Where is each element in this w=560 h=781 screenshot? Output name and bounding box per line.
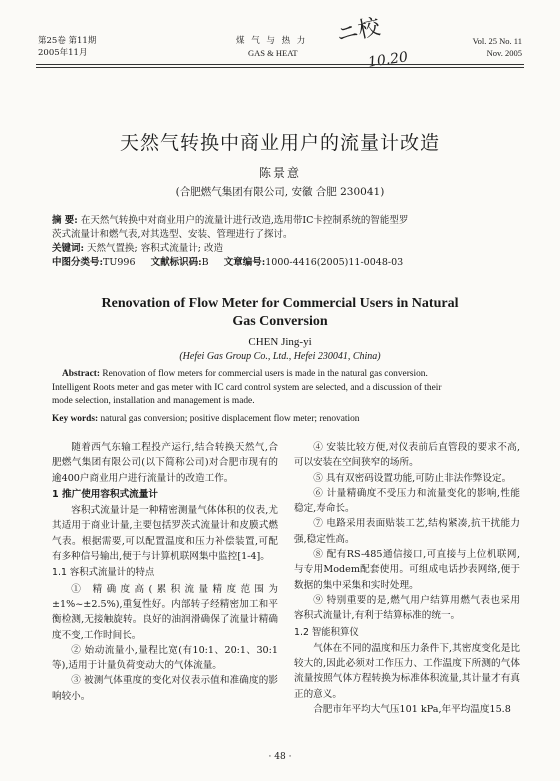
section-heading: 1.1 容积式流量计的特点: [52, 567, 155, 579]
abstract-cn-line1: 在天然气转换中对商业用户的流量计进行改造,选用带IC卡控制系统的智能型罗: [80, 215, 409, 226]
body-column-right: [294, 440, 520, 717]
journal-volume-issue: 第25卷 第11期: [38, 36, 97, 46]
body-paragraph: ⑧ 配有RS-485通信接口,可直接与上位机联网,与专用Modem配套使用。可组成电话抄表网络,便于数据的集中采集和实时处理。: [294, 549, 520, 591]
article-title-en-line1: Renovation of Flow Meter for Commercial Users in Natural: [101, 296, 459, 311]
abstract-cn: [52, 214, 512, 270]
abstract-en-line3: mode selection, installation and management is made.: [52, 396, 255, 406]
article-title-cn: 天然气转换中商业用户的流量计改造: [119, 132, 440, 154]
section-heading: 1.2 智能积算仪: [294, 626, 359, 638]
body-paragraph: 气体在不同的温度和压力条件下,其密度变化是比较大的,因此必须对工作压力、工作温度下所测的气体流量按照气体方程转换为标准体积流量,其计量才有真正的意义。: [294, 642, 520, 700]
handwritten-mark: ニ校: [334, 14, 383, 49]
article-no-label: 文章编号:: [223, 257, 266, 268]
journal-date: 2005年11月: [38, 48, 88, 58]
body-column-left: [52, 440, 278, 704]
body-paragraph: ⑤ 具有双密码设置功能,可防止非法作弊设定。: [313, 472, 512, 484]
clc-label: 中图分类号:: [52, 257, 104, 268]
abstract-label-en: Abstract:: [62, 369, 101, 379]
journal-name-en: GAS & HEAT: [248, 48, 298, 58]
body-paragraph: 合肥市年平均大气压101 kPa,年平均温度15.8: [313, 704, 511, 716]
abstract-en-line2: Intelligent Roots meter and gas meter with IC card control system are selected, and a discussion of their: [52, 382, 442, 393]
abstract-en-line1: Renovation of flow meters for commercial users is made in the natural gas conversion.: [102, 369, 428, 379]
clc-value: TU996: [103, 257, 136, 268]
abstract-en: [52, 368, 512, 426]
keywords-cn: 天然气置换; 容积式流量计; 改造: [87, 243, 223, 254]
body-paragraph: ④ 安装比较方便,对仪表前后直管段的要求不高,可以安装在空间狭窄的场所。: [294, 442, 520, 469]
abstract-cn-line2: 茨式流量计和燃气表,对其选型、安装、管理进行了探讨。: [52, 229, 293, 240]
article-title-en-line2: Gas Conversion: [232, 314, 328, 329]
journal-date-en: Nov. 2005: [486, 48, 522, 58]
article-no-value: 1000-4416(2005)11-0048-03: [265, 257, 404, 268]
page-number: · 48 ·: [268, 752, 292, 762]
body-paragraph: ① 精确度高(累积流量精度范围为±1%~±2.5%),重复性好。内部转子经精密加工和平衡检测,无接触旋转。良好的油润滑确保了流量计精确度不变,工作时间长。: [52, 583, 278, 641]
header-rule-top: [36, 64, 524, 65]
keywords-label-cn: 关键词:: [52, 243, 85, 254]
abstract-label-cn: 摘 要:: [52, 215, 78, 226]
author-cn: 陈景意: [258, 166, 301, 180]
doc-code-value: B: [201, 257, 209, 268]
body-paragraph: 容积式流量计是一种精密测量气体体积的仪表,尤其适用于商业计量,主要包括罗茨式流量计和皮膜式燃气表。根据需要,可以配置温度和压力补偿装置,可配有多种信号输出,便于与计算机联网集中监控[1-4]。: [52, 505, 278, 563]
journal-name-cn: 煤 气 与 热 力: [236, 36, 308, 46]
body-paragraph: ⑥ 计量精确度不受压力和流量变化的影响,性能稳定,寿命长。: [294, 487, 520, 515]
body-paragraph: ② 始动流量小,量程比宽(有10:1、20:1、30:1等),适用于计量负荷变动大的气体流量。: [52, 644, 278, 672]
affiliation-en: (Hefei Gas Group Co., Ltd., Hefei 230041, China): [179, 351, 381, 362]
doc-code-label: 文献标识码:: [150, 257, 202, 268]
handwritten-date: 10.20: [367, 49, 410, 71]
affiliation-cn: (合肥燃气集团有限公司, 安徽 合肥 230041): [175, 186, 385, 198]
section-heading: 1 推广使用容积式流量计: [52, 488, 158, 500]
author-en: CHEN Jing-yi: [248, 336, 312, 348]
body-paragraph: 随着西气东输工程投产运行,结合转换天然气,合肥燃气集团有限公司(以下简称公司)对合肥市现有的逾400户商业用户进行流量计的改造工作。: [52, 442, 278, 484]
body-paragraph: ⑨ 特别重要的是,燃气用户结算用燃气表也采用容积式流量计,有利于结算标准的统一。: [294, 594, 520, 622]
header-rule-bottom: [36, 67, 524, 68]
keywords-en: natural gas conversion; positive displacement flow meter; renovation: [100, 413, 360, 424]
keywords-label-en: Key words:: [52, 413, 99, 424]
body-paragraph: ③ 被测气体重度的变化对仪表示值和准确度的影响较小。: [52, 675, 278, 702]
journal-vol-en: Vol. 25 No. 11: [472, 36, 522, 46]
body-paragraph: ⑦ 电路采用表面贴装工艺,结构紧凑,抗干扰能力强,稳定性高。: [294, 518, 520, 545]
